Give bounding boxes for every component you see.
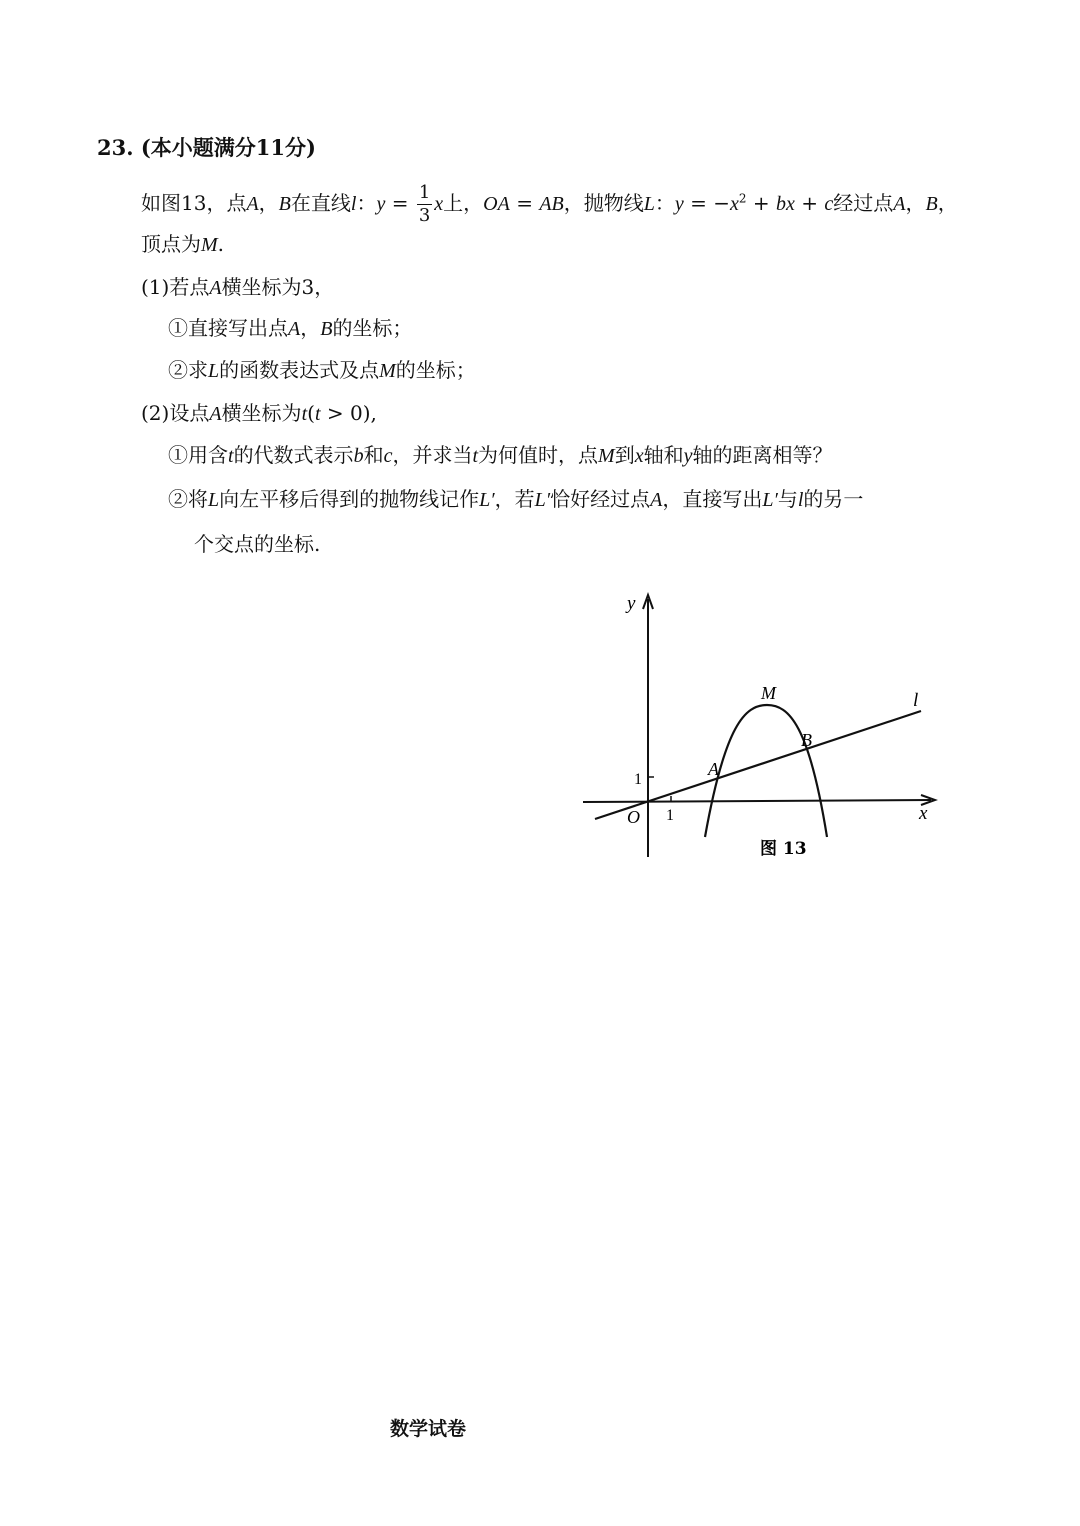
- sub-text: 与: [777, 487, 798, 511]
- var-y: y: [376, 193, 386, 215]
- var-L: L: [208, 489, 220, 511]
- label-point-B: B: [801, 730, 812, 750]
- var-L: L: [643, 193, 655, 215]
- var-A: A: [209, 403, 222, 425]
- sub-text: 的另一: [803, 487, 864, 511]
- stem-text: 如图13，点: [141, 191, 247, 215]
- part-label: (2)设点: [141, 401, 210, 425]
- part-text: (: [307, 401, 315, 425]
- part-2-2-continued: [194, 530, 320, 558]
- var-L-prime: L′: [534, 489, 551, 511]
- sub-text: ①直接写出点: [168, 316, 288, 340]
- footer-subject: 数学试卷: [390, 1418, 467, 1440]
- question-header: [97, 132, 316, 162]
- var-A: A: [246, 193, 259, 215]
- question-score: (本小题满分11分): [140, 135, 316, 160]
- part-label: (1)若点: [141, 275, 210, 299]
- fraction-one-third: [417, 184, 432, 225]
- exponent: 2: [738, 191, 747, 206]
- label-point-M: M: [761, 683, 776, 703]
- parabola-L: [705, 705, 827, 837]
- var-t: t: [314, 403, 321, 425]
- sub-text: ，若: [494, 487, 535, 511]
- sub-text: 的坐标；: [395, 358, 476, 382]
- var-y: y: [674, 193, 684, 215]
- var-x: x: [730, 193, 739, 215]
- var-l: l: [797, 489, 804, 511]
- var-B: B: [925, 193, 938, 215]
- stem-text: +: [746, 191, 777, 215]
- var-t: t: [228, 445, 234, 467]
- sub-text: ，并求当: [392, 443, 473, 467]
- sub-text: 的函数表达式及点: [219, 358, 380, 382]
- stem-line-2: [141, 230, 224, 259]
- var-L: L: [208, 360, 220, 382]
- part-text: 横坐标为3，: [221, 275, 335, 299]
- var-B: B: [320, 318, 333, 340]
- var-b: b: [353, 445, 364, 467]
- var-A: A: [288, 318, 301, 340]
- stem-line-1: [141, 184, 958, 225]
- var-x: x: [634, 445, 644, 467]
- stem-text: =: [385, 191, 415, 215]
- stem-text: ：: [356, 191, 377, 215]
- var-M: M: [201, 234, 218, 256]
- sub-text: 轴的距离相等？: [692, 443, 833, 467]
- part-text: 横坐标为: [221, 401, 302, 425]
- var-B: B: [278, 193, 291, 215]
- var-t: t: [301, 403, 308, 425]
- var-c: c: [824, 193, 834, 215]
- var-L-prime: L′: [762, 489, 778, 511]
- part-1: [141, 273, 334, 302]
- sub-text: 恰好经过点: [550, 487, 651, 511]
- figure-13: [575, 585, 945, 875]
- stem-text: ，: [905, 191, 926, 215]
- var-A: A: [893, 193, 906, 215]
- sub-text: 到: [614, 443, 635, 467]
- label-y-axis: y: [627, 593, 636, 614]
- var-OA: OA: [483, 193, 510, 215]
- sub-text: 的坐标；: [332, 316, 413, 340]
- sub-text: ②求: [168, 358, 208, 382]
- sub-text: 的代数式表示: [233, 443, 354, 467]
- label-tick-y: 1: [634, 771, 642, 788]
- var-A: A: [650, 489, 663, 511]
- label-x-axis: x: [919, 803, 928, 824]
- part-text: > 0),: [320, 401, 377, 425]
- sub-text: ，直接写出: [662, 487, 763, 511]
- line-l: [595, 711, 921, 819]
- x-axis: [583, 800, 931, 802]
- var-t: t: [472, 445, 479, 467]
- stem-text: ：: [654, 191, 675, 215]
- stem-text: 在直线: [290, 191, 351, 215]
- stem-text: 上，: [443, 191, 484, 215]
- var-bx: bx: [776, 193, 795, 215]
- stem-text: 顶点为: [141, 232, 201, 256]
- stem-text: ，: [258, 191, 279, 215]
- stem-text: = −: [683, 191, 731, 215]
- figure-caption: 图 13: [760, 839, 807, 859]
- var-c: c: [383, 445, 393, 467]
- stem-text: .: [217, 232, 225, 256]
- stem-text: ，: [937, 191, 958, 215]
- sub-text: 和: [363, 443, 384, 467]
- var-y: y: [683, 445, 693, 467]
- stem-text: +: [794, 191, 825, 215]
- part-2: [141, 399, 377, 428]
- label-line-l: l: [913, 690, 919, 711]
- sub-text: ，: [300, 316, 321, 340]
- var-x: x: [434, 193, 444, 215]
- var-M: M: [379, 360, 396, 382]
- sub-text: 向左平移后得到的抛物线记作: [219, 487, 480, 511]
- label-tick-x: 1: [666, 807, 674, 824]
- var-l: l: [350, 193, 357, 215]
- var-A: A: [209, 277, 222, 299]
- part-2-1: [168, 441, 832, 470]
- part-2-2: [168, 485, 863, 514]
- sub-text: 为何值时，点: [478, 443, 599, 467]
- stem-text: =: [509, 191, 540, 215]
- var-L-prime: L′: [479, 489, 495, 511]
- var-M: M: [598, 445, 615, 467]
- part-1-1: [168, 314, 412, 343]
- frac-numerator: 1: [418, 182, 431, 203]
- question-number: 23.: [97, 135, 134, 160]
- sub-text: ①用含: [168, 443, 228, 467]
- sub-text: ②将: [168, 487, 208, 511]
- sub-text: 个交点的坐标.: [194, 532, 321, 556]
- stem-text: ，抛物线: [563, 191, 644, 215]
- stem-text: 经过点: [833, 191, 894, 215]
- var-AB: AB: [539, 193, 564, 215]
- sub-text: 轴和: [643, 443, 684, 467]
- label-origin: O: [627, 807, 640, 827]
- frac-denominator: 3: [418, 205, 431, 226]
- part-1-2: [168, 356, 476, 385]
- label-point-A: A: [708, 759, 719, 779]
